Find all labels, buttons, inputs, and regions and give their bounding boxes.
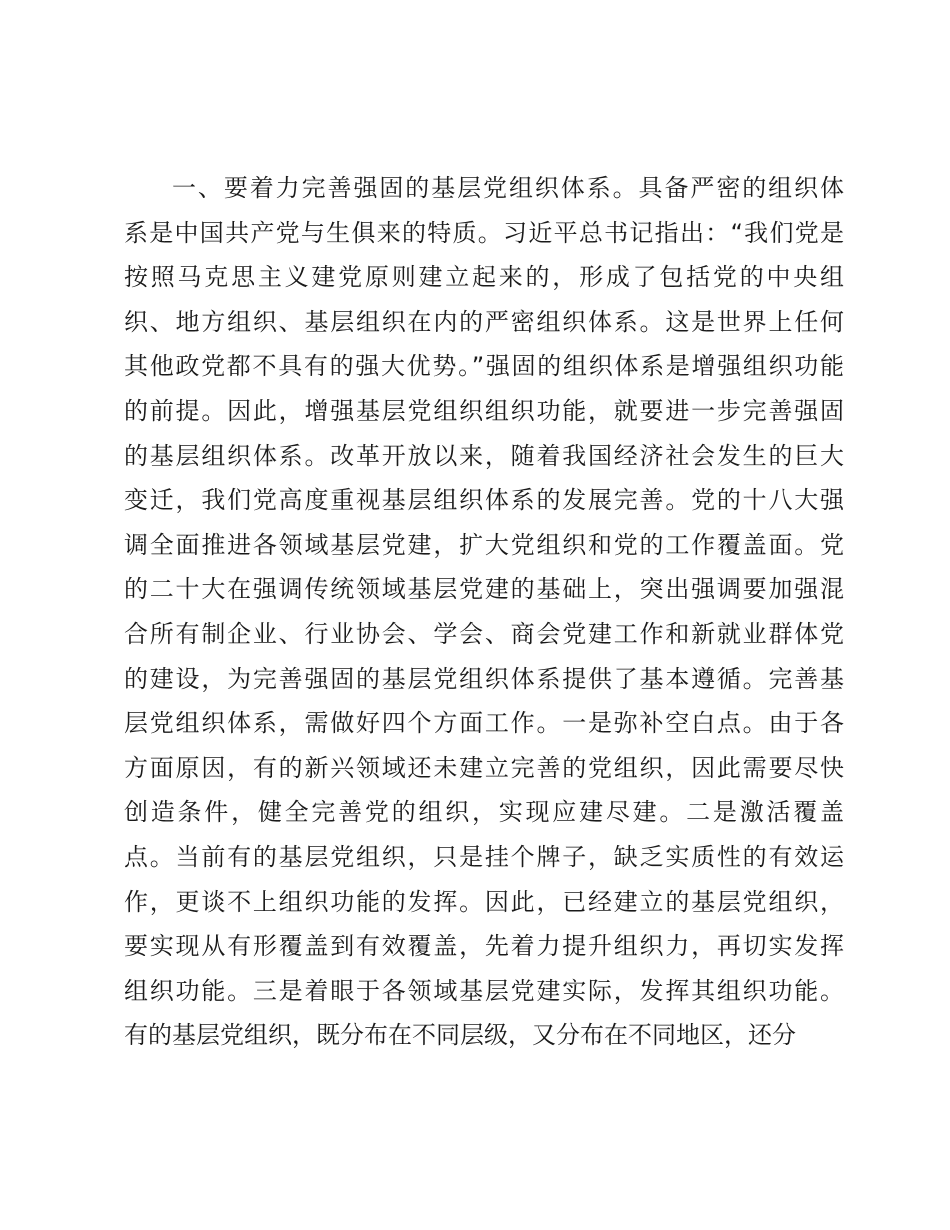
- paragraph-line: 组织功能。三是着眼于各领域基层党建实际，发挥其组织功能。: [124, 976, 844, 1005]
- paragraph-line: 作，更谈不上组织功能的发挥。因此，已经建立的基层党组织，: [124, 887, 844, 916]
- paragraph-line: 按照马克思主义建党原则建立起来的，形成了包括党的中央组: [124, 263, 844, 292]
- paragraph-line: 的基层组织体系。改革开放以来，随着我国经济社会发生的巨大: [124, 441, 844, 470]
- paragraph-line: 方面原因，有的新兴领域还未建立完善的党组织，因此需要尽快: [124, 753, 844, 782]
- paragraph-line: 点。当前有的基层党组织，只是挂个牌子，缺乏实质性的有效运: [124, 842, 844, 871]
- paragraph-line: 变迁，我们党高度重视基层组织体系的发展完善。党的十八大强: [124, 486, 844, 515]
- paragraph-line: 织、地方组织、基层组织在内的严密组织体系。这是世界上任何: [124, 307, 844, 336]
- paragraph-line: 一、要着力完善强固的基层党组织体系。具备严密的组织体: [172, 174, 844, 202]
- paragraph-line: 系是中国共产党与生俱来的特质。习近平总书记指出：“我们党是: [124, 218, 844, 247]
- paragraph-line: 有的基层党组织，既分布在不同层级，又分布在不同地区，还分: [124, 1021, 796, 1050]
- paragraph-line: 其他政党都不具有的强大优势。”强固的组织体系是增强组织功能: [124, 352, 844, 381]
- paragraph-line: 创造条件，健全完善党的组织，实现应建尽建。二是激活覆盖: [124, 798, 844, 827]
- paragraph-line: 合所有制企业、行业协会、学会、商会党建工作和新就业群体党: [124, 619, 844, 648]
- paragraph-line: 的建设，为完善强固的基层党组织体系提供了基本遵循。完善基: [124, 664, 844, 693]
- body-paragraph: [124, 166, 844, 1058]
- paragraph-line: 层党组织体系，需做好四个方面工作。一是弥补空白点。由于各: [124, 709, 844, 738]
- paragraph-line: 的二十大在强调传统领域基层党建的基础上，突出强调要加强混: [124, 575, 844, 604]
- paragraph-line: 调全面推进各领域基层党建，扩大党组织和党的工作覆盖面。党: [124, 530, 844, 559]
- paragraph-line: 的前提。因此，增强基层党组织组织功能，就要进一步完善强固: [124, 396, 844, 425]
- paragraph-line: 要实现从有形覆盖到有效覆盖，先着力提升组织力，再切实发挥: [124, 932, 844, 961]
